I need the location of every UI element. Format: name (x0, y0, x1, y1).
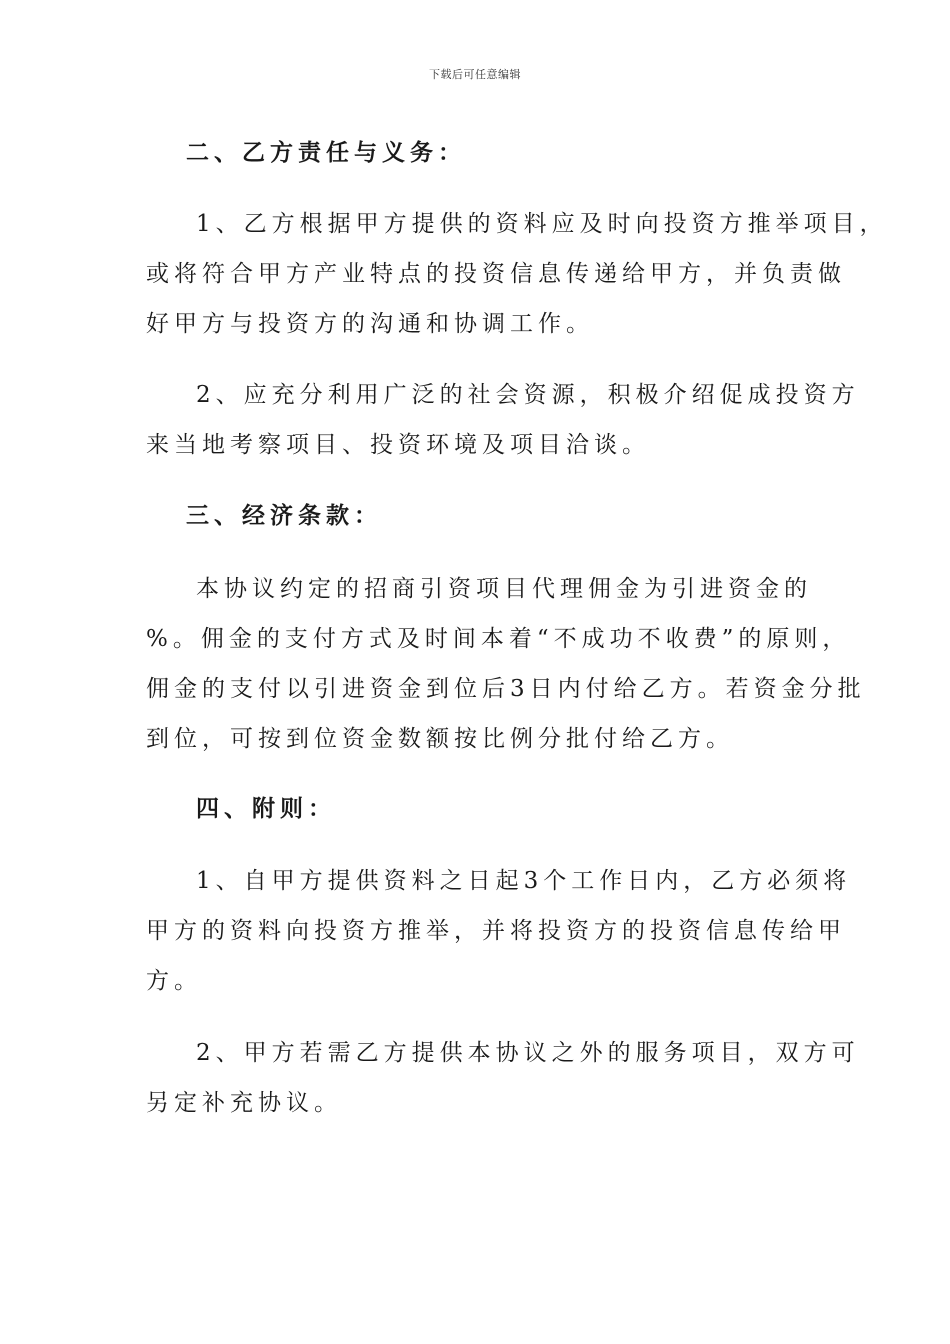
paragraph-line: 本协议约定的招商引资项目代理佣金为引进资金的 (196, 576, 812, 602)
paragraph-line: 甲方的资料向投资方推举，并将投资方的投资信息传给甲 (146, 918, 846, 944)
paragraph-line: 好甲方与投资方的沟通和协调工作。 (146, 311, 594, 337)
paragraph-line: 1、自甲方提供资料之日起3个工作日内，乙方必须将 (196, 868, 852, 894)
paragraph-line: 方。 (146, 968, 202, 994)
paragraph-line: 1、乙方根据甲方提供的资料应及时向投资方推举项目， (196, 211, 888, 237)
paragraph-line: 或将符合甲方产业特点的投资信息传递给甲方，并负责做 (146, 261, 846, 287)
paragraph-line: %。佣金的支付方式及时间本着“不成功不收费”的原则， (146, 626, 851, 652)
page-header: 下载后可任意编辑 (429, 68, 521, 81)
section-heading-3: 三、经济条款： (186, 502, 382, 529)
section-heading-4: 四、附则： (196, 795, 336, 822)
paragraph-line: 到位，可按到位资金数额按比例分批付给乙方。 (146, 726, 734, 752)
paragraph-line: 佣金的支付以引进资金到位后3日内付给乙方。若资金分批 (146, 676, 866, 702)
paragraph-line: 2、甲方若需乙方提供本协议之外的服务项目，双方可 (196, 1040, 860, 1066)
section-heading-2: 二、乙方责任与义务： (186, 139, 466, 166)
paragraph-line: 另定补充协议。 (146, 1090, 342, 1116)
paragraph-line: 2、应充分利用广泛的社会资源，积极介绍促成投资方 (196, 382, 860, 408)
paragraph-line: 来当地考察项目、投资环境及项目洽谈。 (146, 432, 650, 458)
